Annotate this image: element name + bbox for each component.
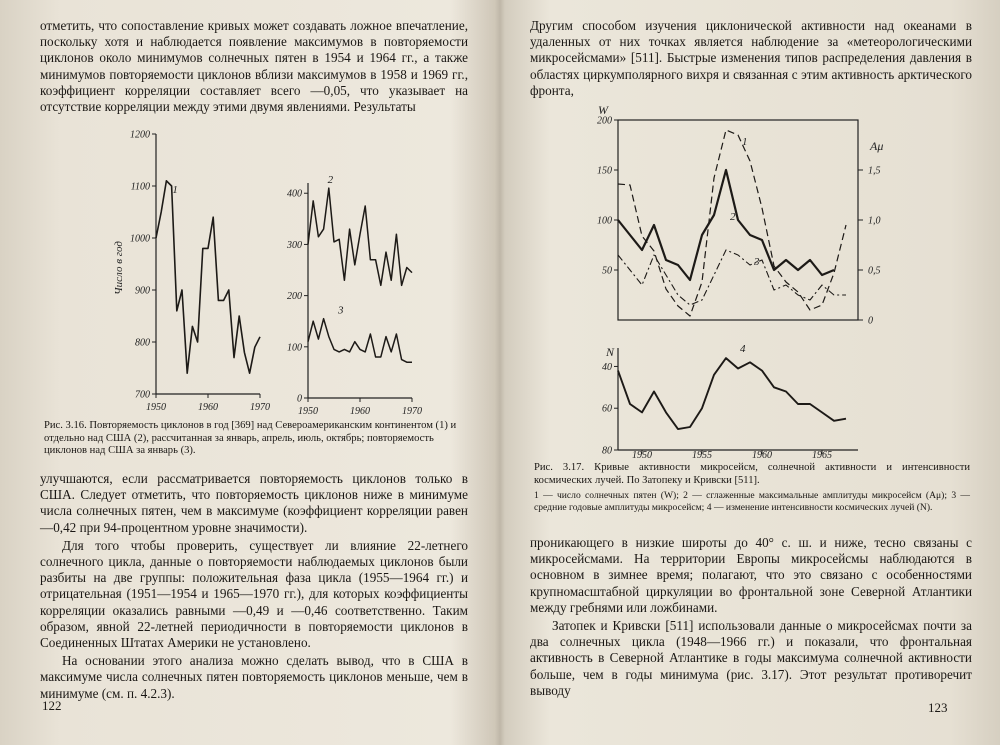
fig317-left-axis-label: W (598, 103, 608, 117)
series-label-2: 2 (327, 174, 334, 186)
x-tick-label: 1960 (350, 406, 370, 417)
y-tick-label: 150 (597, 165, 612, 177)
text-bottom-right (530, 535, 972, 699)
series-line-3 (618, 250, 846, 305)
y-tick-label-right: 0,5 (868, 265, 881, 277)
series-label-1: 1 (172, 183, 178, 196)
series-label-3: 3 (754, 256, 760, 268)
series-label-4: 4 (740, 342, 746, 355)
fig317-bottom-axis-label: N (606, 345, 615, 359)
y-tick-label: 0 (297, 393, 302, 405)
y-tick-label: 200 (287, 291, 302, 303)
paragraph: На основании этого анализа можно сделать вывод, что в США в максимуме числа солнечных пятен повторяемость циклонов меньше, чем в минимуме (см. п. 4.2.3). (40, 653, 468, 701)
y-tick-label: 400 (287, 188, 302, 200)
x-tick-label: 1950 (146, 402, 166, 413)
figure-3-17 (502, 100, 972, 460)
series-line-1 (618, 130, 846, 316)
y-tick-label: 1100 (130, 181, 150, 193)
fig317-right-axis-label: Aμ (870, 139, 884, 153)
y-tick-label: 800 (135, 337, 150, 349)
paragraph: проникающего в низкие широты до 40° с. ш. и ниже, тесно связаны с микросейсмами. На территории Европы микросейсмы наблюдаются в основном в зимнее время; полагают, что это связано с особенностями крупномасштабной циркуляции во фронтальной зоне Северной Атлантики между гребнями или ложбинами. (530, 535, 972, 615)
y-tick-label: 100 (287, 342, 302, 354)
y-tick-label: 300 (287, 239, 302, 251)
x-tick-label: 1960 (752, 450, 772, 460)
x-tick-label: 1960 (198, 402, 218, 413)
series-label-3: 3 (338, 304, 344, 317)
figure-3-17-legend: 1 — число солнечных пятен (W); 2 — сглаженные максимальные амплитуды микросейсм (Aμ); 3 — средние годовые амплитуды микросейсм; 4 — изменение интенсивности космических лучей (N). (534, 490, 970, 513)
fig316-right-panel (286, 174, 422, 417)
page-number: 123 (928, 700, 948, 715)
series-label-2: 2 (730, 211, 736, 223)
fig317-top-panel (597, 103, 883, 327)
y-tick-label: 50 (602, 265, 612, 277)
y-tick-label: 1000 (130, 233, 150, 245)
figure-3-16-caption: Рис. 3.16. Повторяемость циклонов в год [369] над Североамериканским континентом (1) и отдельно над США (2), рассчитанная за январь, апрель, июль, октябрь; повторяемость циклонов над США за январь (3). (44, 420, 457, 457)
text-bottom-left (40, 471, 468, 702)
y-tick-label: 100 (597, 215, 612, 227)
series-line-4 (618, 358, 846, 429)
paragraph: Затопек и Кривски [511] использовали данные о микросейсмах почти за два солнечных цикла (1948—1966 гг.) и показали, что фронтальная активность в Северной Атлантике в годы максимума солнечной активности больше, чем в годы минимума (рис. 3.17). Этот результат противоречит выводу (530, 618, 972, 698)
x-tick-label: 1950 (298, 406, 318, 417)
x-tick-label: 1955 (692, 450, 712, 460)
page-123 (502, 0, 1000, 745)
page-122 (0, 0, 498, 745)
series-line-3 (308, 319, 412, 363)
series-label-1: 1 (742, 136, 748, 148)
series-line-1 (156, 181, 260, 373)
fig316-ylabel: Число в год (113, 241, 125, 295)
y-tick-label-right: 1,0 (868, 215, 881, 227)
fig317-bottom-panel (602, 343, 858, 460)
y-tick-label: 80 (602, 445, 612, 457)
figure-3-17-caption: Рис. 3.17. Кривые активности микросейсм, солнечной активности и интенсивности космических лучей. По Затопеку и Кривски [511]. (534, 462, 970, 486)
y-tick-label: 40 (602, 361, 612, 373)
page-number: 122 (42, 698, 62, 713)
y-tick-label: 900 (135, 285, 150, 297)
y-tick-label: 1200 (130, 129, 150, 141)
paragraph: Для того чтобы проверить, существует ли влияние 22-летнего солнечного цикла, данные о повторяемости наблюдаемых циклонов были разбиты на две группы: положительная фаза цикла (1955—1964 гг.) и отрицательная (1951—1954 и 1965—1970 гг.), для которых коэффициенты корреляции оказались равными —0,49 и —0,46 соответственно. Таким образом, явной 22-летней периодичности в повторяемости циклонов в Соединенных Штатах Америки не установлено. (40, 537, 468, 651)
y-tick-label-right: 1,5 (868, 165, 881, 177)
x-tick-label: 1970 (402, 406, 422, 417)
series-line-2 (308, 188, 412, 285)
x-tick-label: 1965 (812, 450, 832, 460)
fig316-left-panel (113, 130, 270, 414)
x-tick-label: 1950 (632, 450, 652, 460)
y-tick-label: 700 (135, 389, 150, 401)
text-top-right: Другим способом изучения циклонической активности над океанами в удаленных от них точках является наблюдение за «метеорологическими микросейсмами» [511]. Быстрые изменения типов распределения давления в областях циркумполярного вихря и связанная с этим активность арктического фронта, (530, 18, 972, 98)
x-tick-label: 1970 (250, 402, 270, 413)
text-top-left: отметить, что сопоставление кривых может создавать ложное впечатление, поскольку хотя и наблюдается появление максимумов в повторяемости циклонов около минимумов солнечных пятен в 1954 и 1964 гг., а также минимумов повторяемости циклонов вблизи максимумов в 1958 и 1969 гг., коэффициент корреляции составляет всего —0,05, что указывает на отсутствие корреляции между этими двумя явлениями. Результаты (40, 18, 468, 115)
y-tick-label: 200 (597, 115, 612, 127)
figure-3-16 (10, 128, 470, 418)
y-tick-label: 60 (602, 403, 612, 415)
paragraph: улучшаются, если рассматривается повторяемость циклонов только в США. Следует отметить, что повторяемость циклонов ниже в минимуме числа солнечных пятен, чем в максимуме (коэффициент корреляции равен —0,42 при 94-процентном уровне значимости). (40, 471, 468, 535)
y-tick-label-right: 0 (868, 315, 873, 327)
